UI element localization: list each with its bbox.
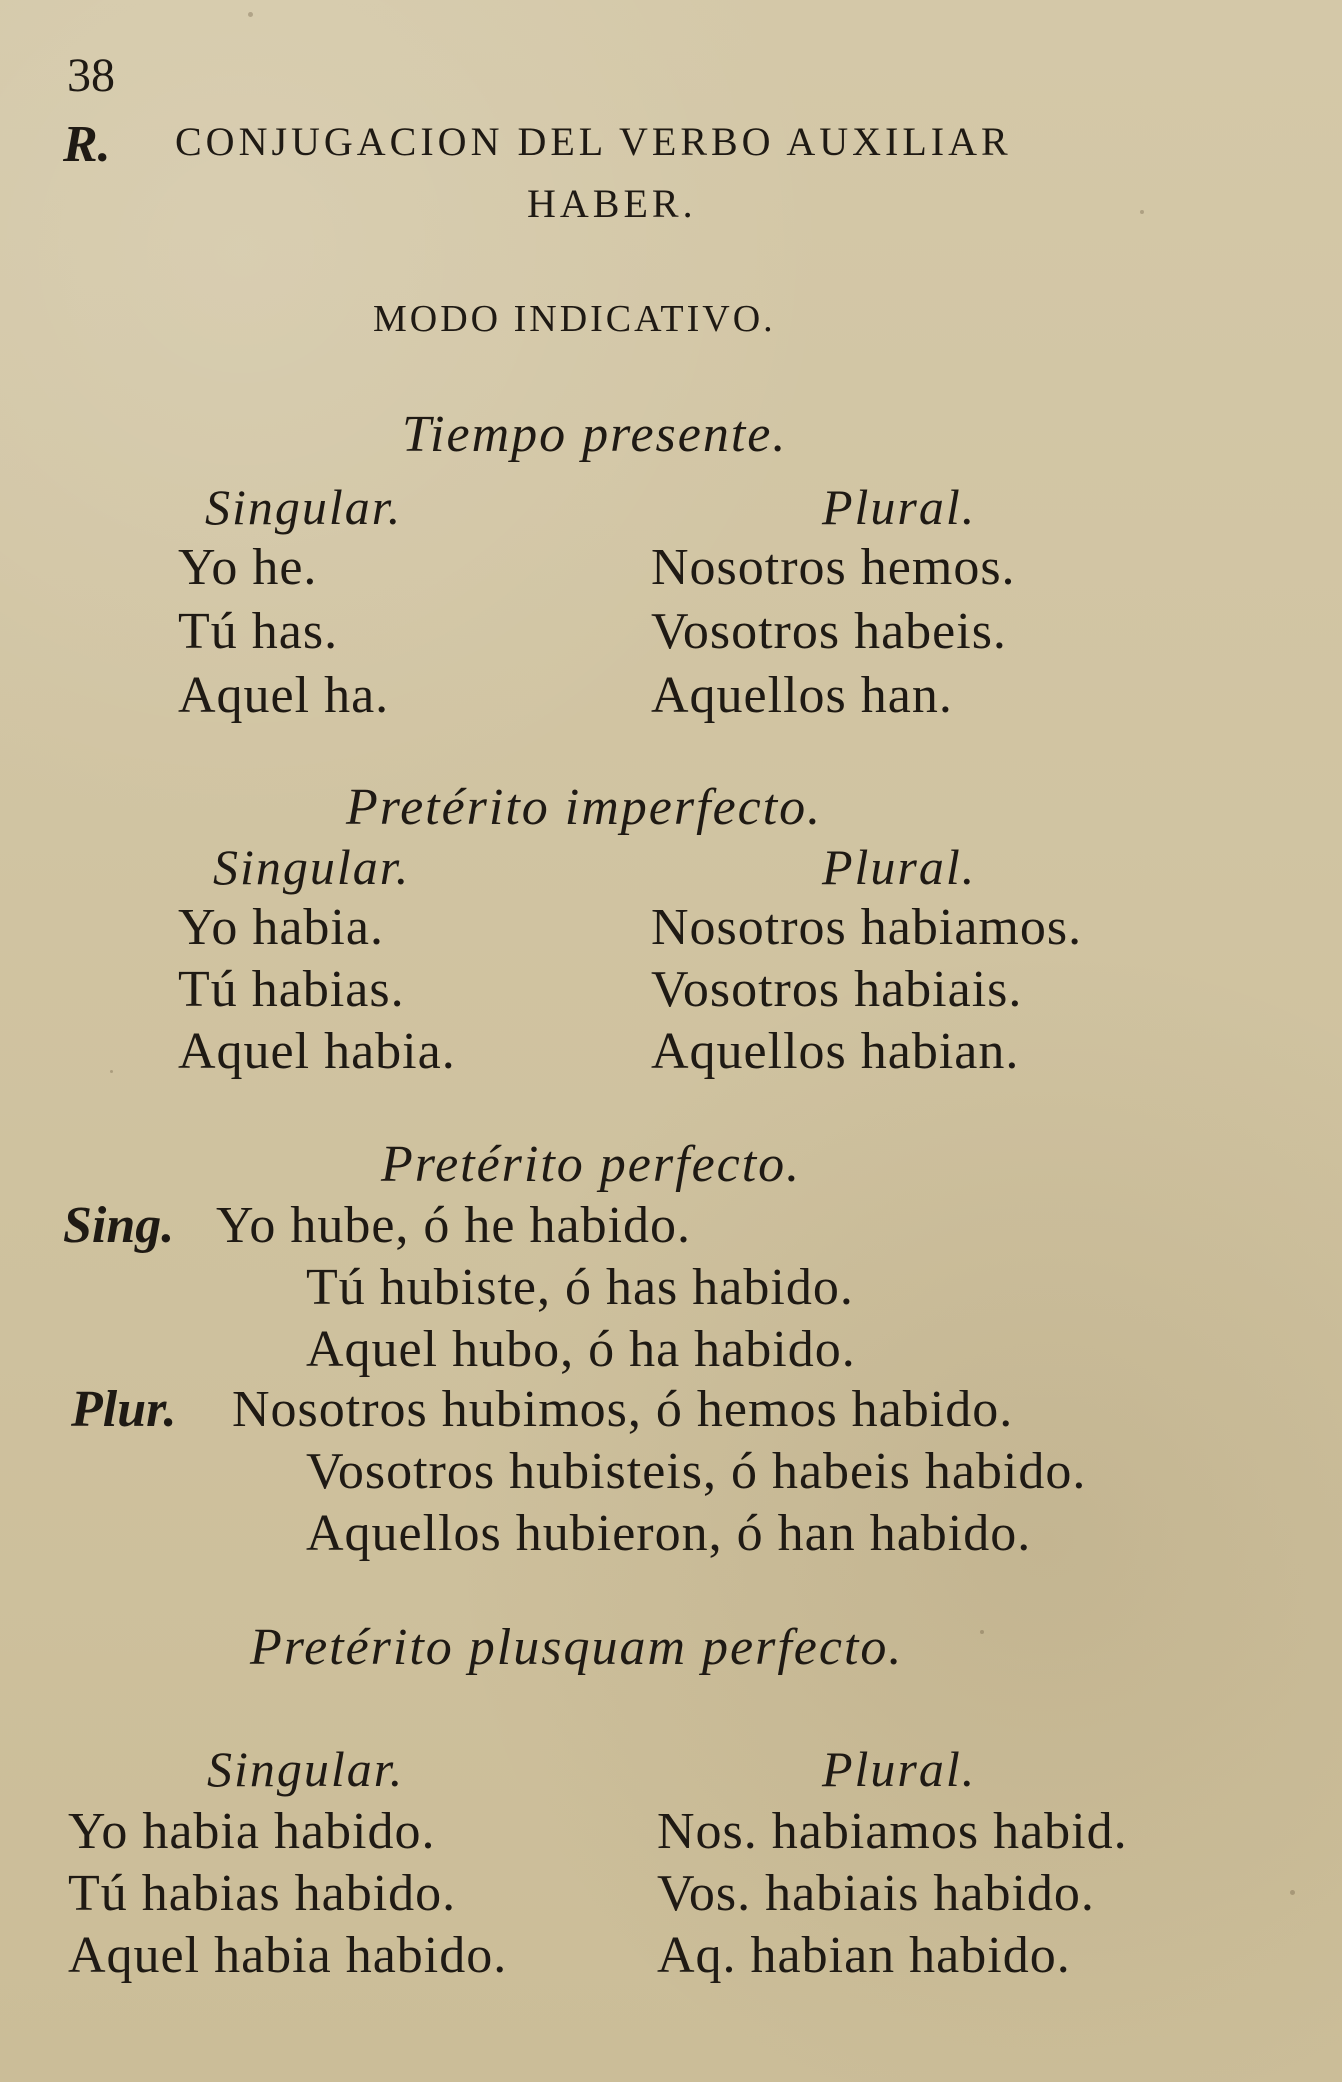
perfect-plural-row: Vosotros hubisteis, ó habeis habido. xyxy=(306,1443,1087,1500)
imperfect-plural-heading: Plural. xyxy=(822,839,977,895)
imperfect-plural-row: Aquellos habian. xyxy=(651,1023,1020,1080)
imperfect-plural-row: Nosotros habiamos. xyxy=(651,899,1083,956)
perfect-singular-row: Aquel hubo, ó ha habido. xyxy=(306,1321,856,1378)
present-title: Tiempo presente. xyxy=(402,406,788,463)
page-title-line-2: HABER. xyxy=(527,181,697,226)
perfect-plural-row: Nosotros hubimos, ó hemos habido. xyxy=(232,1381,1014,1438)
pluperfect-singular-row: Tú habias habido. xyxy=(68,1865,457,1922)
page-number: 38 xyxy=(67,49,115,102)
pluperfect-singular-row: Aquel habia habido. xyxy=(68,1927,508,1984)
pluperfect-singular-heading: Singular. xyxy=(207,1741,405,1797)
present-singular-row: Tú has. xyxy=(178,603,339,660)
imperfect-plural-row: Vosotros habiais. xyxy=(651,961,1023,1018)
paper-speck xyxy=(1290,1890,1295,1895)
perfect-plural-marker: Plur. xyxy=(71,1381,177,1438)
pluperfect-singular-row: Yo habia habido. xyxy=(68,1803,436,1860)
present-plural-row: Nosotros hemos. xyxy=(651,539,1016,596)
imperfect-title: Pretérito imperfecto. xyxy=(346,779,823,836)
perfect-title: Pretérito perfecto. xyxy=(381,1136,802,1193)
paper-speck xyxy=(1140,210,1144,214)
imperfect-singular-heading: Singular. xyxy=(213,839,411,895)
present-plural-heading: Plural. xyxy=(822,479,977,535)
present-singular-row: Yo he. xyxy=(178,539,318,596)
paper-speck xyxy=(980,1630,984,1634)
speaker-marker: R. xyxy=(63,116,111,173)
page-title-line-1: CONJUGACION DEL VERBO AUXILIAR xyxy=(175,119,1012,164)
pluperfect-plural-row: Vos. habiais habido. xyxy=(657,1865,1095,1922)
present-singular-row: Aquel ha. xyxy=(178,667,390,724)
present-plural-row: Aquellos han. xyxy=(651,667,953,724)
imperfect-singular-row: Aquel habia. xyxy=(178,1023,456,1080)
perfect-singular-row: Tú hubiste, ó has habido. xyxy=(306,1259,854,1316)
imperfect-singular-row: Yo habia. xyxy=(178,899,384,956)
pluperfect-plural-row: Nos. habiamos habid. xyxy=(657,1803,1128,1860)
perfect-singular-row: Yo hube, ó he habido. xyxy=(216,1197,692,1254)
mood-heading: MODO INDICATIVO. xyxy=(373,298,776,340)
perfect-plural-row: Aquellos hubieron, ó han habido. xyxy=(306,1505,1032,1562)
pluperfect-title: Pretérito plusquam perfecto. xyxy=(250,1619,904,1676)
pluperfect-plural-heading: Plural. xyxy=(822,1741,977,1797)
pluperfect-plural-row: Aq. habian habido. xyxy=(657,1927,1071,1984)
paper-speck xyxy=(110,1070,113,1073)
present-plural-row: Vosotros habeis. xyxy=(651,603,1007,660)
paper-speck xyxy=(248,12,253,17)
perfect-singular-marker: Sing. xyxy=(63,1197,175,1254)
present-singular-heading: Singular. xyxy=(205,479,403,535)
imperfect-singular-row: Tú habias. xyxy=(178,961,405,1018)
